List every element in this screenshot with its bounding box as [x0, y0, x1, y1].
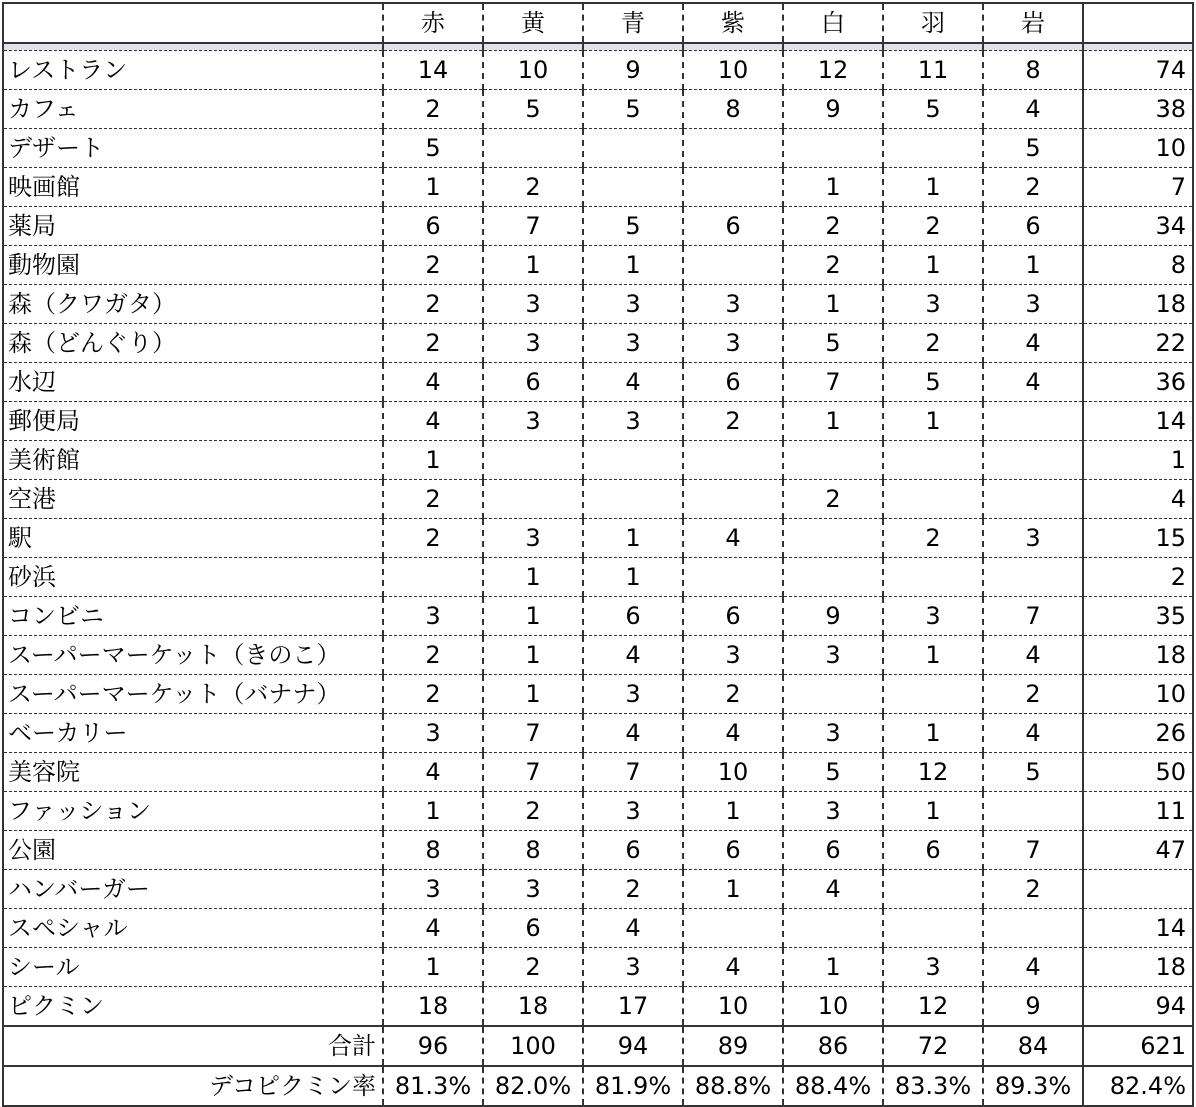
corner-cell	[3, 3, 383, 43]
column-header-total	[1083, 3, 1193, 43]
count-cell: 1	[883, 246, 983, 285]
total-cell: 96	[383, 1026, 483, 1066]
row-label: 美容院	[3, 753, 383, 792]
count-cell: 2	[383, 246, 483, 285]
count-cell: 5	[583, 207, 683, 246]
count-cell: 12	[883, 753, 983, 792]
count-cell: 1	[483, 597, 583, 636]
count-cell: 2	[683, 675, 783, 714]
table-row	[3, 246, 1193, 285]
count-cell: 3	[483, 870, 583, 909]
row-label: 映画館	[3, 168, 383, 207]
count-cell	[683, 480, 783, 519]
count-cell: 1	[983, 246, 1083, 285]
count-cell: 3	[883, 948, 983, 987]
row-total: 47	[1083, 831, 1193, 870]
count-cell: 4	[983, 948, 1083, 987]
header-band	[3, 43, 1193, 51]
count-cell: 2	[483, 948, 583, 987]
count-cell: 5	[983, 129, 1083, 168]
count-cell	[883, 675, 983, 714]
column-header-rock: 岩	[983, 3, 1083, 43]
count-cell: 7	[483, 714, 583, 753]
total-cell: 84	[983, 1026, 1083, 1066]
count-cell: 1	[883, 714, 983, 753]
row-total: 50	[1083, 753, 1193, 792]
count-cell	[583, 129, 683, 168]
table-row	[3, 636, 1193, 675]
count-cell: 7	[983, 597, 1083, 636]
rate-cell: 88.8%	[683, 1066, 783, 1106]
row-label: 郵便局	[3, 402, 383, 441]
total-cell: 94	[583, 1026, 683, 1066]
count-cell	[583, 480, 683, 519]
count-cell: 4	[383, 402, 483, 441]
row-label: 公園	[3, 831, 383, 870]
count-cell: 7	[983, 831, 1083, 870]
count-cell	[683, 129, 783, 168]
row-total: 26	[1083, 714, 1193, 753]
row-total: 15	[1083, 519, 1193, 558]
count-cell: 5	[583, 90, 683, 129]
row-total: 18	[1083, 285, 1193, 324]
count-cell	[483, 441, 583, 480]
count-cell: 3	[383, 714, 483, 753]
table-row	[3, 792, 1193, 831]
grand-total: 621	[1083, 1026, 1193, 1066]
count-cell: 6	[683, 207, 783, 246]
row-label: スペシャル	[3, 909, 383, 948]
count-cell: 1	[883, 636, 983, 675]
row-total: 74	[1083, 51, 1193, 90]
count-cell	[883, 909, 983, 948]
count-cell: 2	[983, 870, 1083, 909]
count-cell: 4	[583, 636, 683, 675]
count-cell: 18	[483, 987, 583, 1027]
count-cell: 1	[483, 558, 583, 597]
table-row	[3, 285, 1193, 324]
count-cell: 4	[983, 324, 1083, 363]
table-row	[3, 909, 1193, 948]
count-cell: 12	[883, 987, 983, 1027]
row-label: ベーカリー	[3, 714, 383, 753]
table-row	[3, 324, 1193, 363]
count-cell: 2	[783, 480, 883, 519]
count-cell: 6	[683, 597, 783, 636]
count-cell: 4	[383, 363, 483, 402]
row-total: 4	[1083, 480, 1193, 519]
row-total: 8	[1083, 246, 1193, 285]
count-cell: 6	[583, 831, 683, 870]
count-cell: 6	[683, 831, 783, 870]
count-cell: 3	[583, 948, 683, 987]
count-cell: 2	[383, 90, 483, 129]
count-cell: 3	[483, 324, 583, 363]
count-cell: 8	[683, 90, 783, 129]
table-row	[3, 441, 1193, 480]
count-cell: 5	[883, 363, 983, 402]
total-cell: 89	[683, 1026, 783, 1066]
table-row	[3, 675, 1193, 714]
table-row	[3, 207, 1193, 246]
count-cell: 17	[583, 987, 683, 1027]
row-total: 34	[1083, 207, 1193, 246]
count-cell: 7	[583, 753, 683, 792]
count-cell: 6	[383, 207, 483, 246]
count-cell: 6	[583, 597, 683, 636]
table-row	[3, 168, 1193, 207]
count-cell: 7	[483, 207, 583, 246]
table-row	[3, 363, 1193, 402]
rates-row	[3, 1066, 1193, 1106]
count-cell: 3	[383, 597, 483, 636]
count-cell	[383, 558, 483, 597]
count-cell: 2	[383, 480, 483, 519]
count-cell: 1	[483, 675, 583, 714]
count-cell: 12	[783, 51, 883, 90]
total-cell: 86	[783, 1026, 883, 1066]
count-cell: 4	[383, 753, 483, 792]
table-row	[3, 519, 1193, 558]
count-cell: 4	[983, 714, 1083, 753]
header-row	[3, 3, 1193, 43]
totals-row	[3, 1026, 1193, 1066]
count-cell: 3	[883, 285, 983, 324]
count-cell	[883, 129, 983, 168]
count-cell: 3	[383, 870, 483, 909]
row-label: レストラン	[3, 51, 383, 90]
column-header-winged: 羽	[883, 3, 983, 43]
count-cell: 9	[783, 90, 883, 129]
row-label: コンビニ	[3, 597, 383, 636]
count-cell: 9	[783, 597, 883, 636]
row-label: 森（どんぐり）	[3, 324, 383, 363]
count-cell: 1	[883, 168, 983, 207]
count-cell	[983, 558, 1083, 597]
count-cell: 1	[683, 792, 783, 831]
count-cell: 4	[783, 870, 883, 909]
count-cell: 3	[483, 285, 583, 324]
count-cell: 5	[483, 90, 583, 129]
count-cell: 6	[783, 831, 883, 870]
rate-cell: 81.9%	[583, 1066, 683, 1106]
count-cell	[583, 441, 683, 480]
overall-rate: 82.4%	[1083, 1066, 1193, 1106]
rate-cell: 88.4%	[783, 1066, 883, 1106]
row-total: 2	[1083, 558, 1193, 597]
table-row	[3, 480, 1193, 519]
count-cell: 2	[383, 636, 483, 675]
count-cell	[783, 519, 883, 558]
count-cell	[783, 909, 883, 948]
count-cell: 3	[583, 402, 683, 441]
count-cell: 2	[383, 519, 483, 558]
count-cell: 6	[983, 207, 1083, 246]
count-cell: 1	[483, 246, 583, 285]
count-cell: 3	[783, 714, 883, 753]
table-row	[3, 948, 1193, 987]
count-cell: 3	[983, 285, 1083, 324]
count-cell: 3	[483, 519, 583, 558]
row-total: 1	[1083, 441, 1193, 480]
count-cell: 1	[683, 870, 783, 909]
count-cell	[983, 909, 1083, 948]
count-cell: 7	[483, 753, 583, 792]
table-row	[3, 558, 1193, 597]
count-cell: 2	[883, 324, 983, 363]
count-cell: 1	[383, 441, 483, 480]
count-cell: 6	[683, 363, 783, 402]
count-cell	[883, 558, 983, 597]
count-cell: 5	[783, 324, 883, 363]
totals-label: 合計	[3, 1026, 383, 1066]
count-cell	[683, 441, 783, 480]
row-total: 36	[1083, 363, 1193, 402]
count-cell: 8	[983, 51, 1083, 90]
count-cell: 9	[983, 987, 1083, 1027]
count-cell: 8	[383, 831, 483, 870]
count-cell: 2	[783, 207, 883, 246]
count-cell: 1	[383, 168, 483, 207]
count-cell: 8	[483, 831, 583, 870]
count-cell: 1	[383, 792, 483, 831]
row-label: 砂浜	[3, 558, 383, 597]
count-cell	[783, 129, 883, 168]
count-cell	[783, 558, 883, 597]
count-cell: 1	[383, 948, 483, 987]
column-header-purple: 紫	[683, 3, 783, 43]
count-cell: 10	[683, 51, 783, 90]
total-cell: 100	[483, 1026, 583, 1066]
count-cell: 3	[483, 402, 583, 441]
table-row	[3, 129, 1193, 168]
pikmin-count-table	[2, 2, 1194, 1107]
count-cell: 4	[683, 714, 783, 753]
count-cell: 3	[583, 285, 683, 324]
count-cell: 2	[883, 207, 983, 246]
count-cell	[783, 675, 883, 714]
count-cell: 3	[783, 636, 883, 675]
count-cell	[983, 402, 1083, 441]
row-label: シール	[3, 948, 383, 987]
count-cell: 3	[583, 675, 683, 714]
count-cell	[683, 909, 783, 948]
row-label: 薬局	[3, 207, 383, 246]
count-cell: 1	[783, 402, 883, 441]
rate-cell: 81.3%	[383, 1066, 483, 1106]
count-cell: 10	[783, 987, 883, 1027]
row-label: スーパーマーケット（きのこ）	[3, 636, 383, 675]
row-label: 空港	[3, 480, 383, 519]
count-cell: 4	[983, 636, 1083, 675]
column-header-white: 白	[783, 3, 883, 43]
count-cell: 2	[983, 675, 1083, 714]
count-cell	[983, 792, 1083, 831]
count-cell: 4	[983, 90, 1083, 129]
column-header-blue: 青	[583, 3, 683, 43]
count-cell: 1	[783, 285, 883, 324]
row-label: 美術館	[3, 441, 383, 480]
count-cell: 10	[683, 987, 783, 1027]
table-row	[3, 402, 1193, 441]
row-total	[1083, 870, 1193, 909]
row-total: 14	[1083, 402, 1193, 441]
count-cell	[783, 441, 883, 480]
count-cell	[883, 870, 983, 909]
count-cell: 1	[483, 636, 583, 675]
row-total: 18	[1083, 948, 1193, 987]
count-cell: 3	[683, 324, 783, 363]
count-cell: 6	[483, 909, 583, 948]
count-cell: 6	[483, 363, 583, 402]
count-cell: 1	[783, 948, 883, 987]
count-cell: 2	[483, 792, 583, 831]
rate-cell: 82.0%	[483, 1066, 583, 1106]
count-cell: 5	[883, 90, 983, 129]
count-cell	[683, 246, 783, 285]
table-row	[3, 831, 1193, 870]
count-cell: 7	[783, 363, 883, 402]
count-cell: 2	[683, 402, 783, 441]
row-total: 18	[1083, 636, 1193, 675]
row-label: ピクミン	[3, 987, 383, 1027]
rate-cell: 83.3%	[883, 1066, 983, 1106]
row-total: 35	[1083, 597, 1193, 636]
count-cell: 5	[983, 753, 1083, 792]
row-label: ハンバーガー	[3, 870, 383, 909]
row-total: 94	[1083, 987, 1193, 1027]
count-cell: 1	[883, 402, 983, 441]
row-label: カフェ	[3, 90, 383, 129]
table-row	[3, 987, 1193, 1027]
row-label: 駅	[3, 519, 383, 558]
count-cell: 11	[883, 51, 983, 90]
count-cell: 1	[583, 246, 683, 285]
count-cell: 14	[383, 51, 483, 90]
count-cell: 3	[783, 792, 883, 831]
count-cell: 5	[383, 129, 483, 168]
count-cell: 4	[583, 714, 683, 753]
count-cell	[983, 480, 1083, 519]
count-cell: 3	[683, 285, 783, 324]
count-cell: 10	[683, 753, 783, 792]
count-cell: 6	[883, 831, 983, 870]
column-header-red: 赤	[383, 3, 483, 43]
count-cell: 3	[683, 636, 783, 675]
table-row	[3, 753, 1193, 792]
count-cell: 9	[583, 51, 683, 90]
count-cell: 18	[383, 987, 483, 1027]
row-total: 22	[1083, 324, 1193, 363]
row-total: 10	[1083, 675, 1193, 714]
count-cell: 3	[583, 324, 683, 363]
table-row	[3, 597, 1193, 636]
row-total: 10	[1083, 129, 1193, 168]
count-cell: 2	[383, 324, 483, 363]
count-cell: 2	[983, 168, 1083, 207]
count-cell: 2	[383, 285, 483, 324]
total-cell: 72	[883, 1026, 983, 1066]
count-cell	[683, 168, 783, 207]
row-total: 11	[1083, 792, 1193, 831]
count-cell	[683, 558, 783, 597]
row-total: 38	[1083, 90, 1193, 129]
count-cell: 4	[583, 909, 683, 948]
row-label: 動物園	[3, 246, 383, 285]
row-label: 水辺	[3, 363, 383, 402]
count-cell: 3	[883, 597, 983, 636]
count-cell: 4	[583, 363, 683, 402]
count-cell	[883, 441, 983, 480]
count-cell	[583, 168, 683, 207]
count-cell	[983, 441, 1083, 480]
count-cell: 4	[683, 948, 783, 987]
count-cell: 2	[383, 675, 483, 714]
count-cell: 1	[583, 519, 683, 558]
count-cell: 4	[983, 363, 1083, 402]
count-cell: 2	[483, 168, 583, 207]
row-label: 森（クワガタ）	[3, 285, 383, 324]
count-cell: 4	[383, 909, 483, 948]
table-body	[3, 43, 1193, 1026]
count-cell: 2	[783, 246, 883, 285]
count-cell	[883, 480, 983, 519]
count-cell	[483, 480, 583, 519]
rate-cell: 89.3%	[983, 1066, 1083, 1106]
row-label: スーパーマーケット（バナナ）	[3, 675, 383, 714]
row-label: ファッション	[3, 792, 383, 831]
count-cell	[483, 129, 583, 168]
rates-label: デコピクミン率	[3, 1066, 383, 1106]
row-label: デザート	[3, 129, 383, 168]
table-row	[3, 51, 1193, 90]
count-cell: 1	[783, 168, 883, 207]
row-total: 14	[1083, 909, 1193, 948]
row-total: 7	[1083, 168, 1193, 207]
count-cell: 4	[683, 519, 783, 558]
table-row	[3, 870, 1193, 909]
count-cell: 5	[783, 753, 883, 792]
count-cell: 2	[883, 519, 983, 558]
count-cell: 10	[483, 51, 583, 90]
count-cell: 3	[983, 519, 1083, 558]
column-header-yellow: 黄	[483, 3, 583, 43]
table-row	[3, 714, 1193, 753]
count-cell: 2	[583, 870, 683, 909]
count-cell: 3	[583, 792, 683, 831]
table-row	[3, 90, 1193, 129]
count-cell: 1	[583, 558, 683, 597]
count-cell: 1	[883, 792, 983, 831]
